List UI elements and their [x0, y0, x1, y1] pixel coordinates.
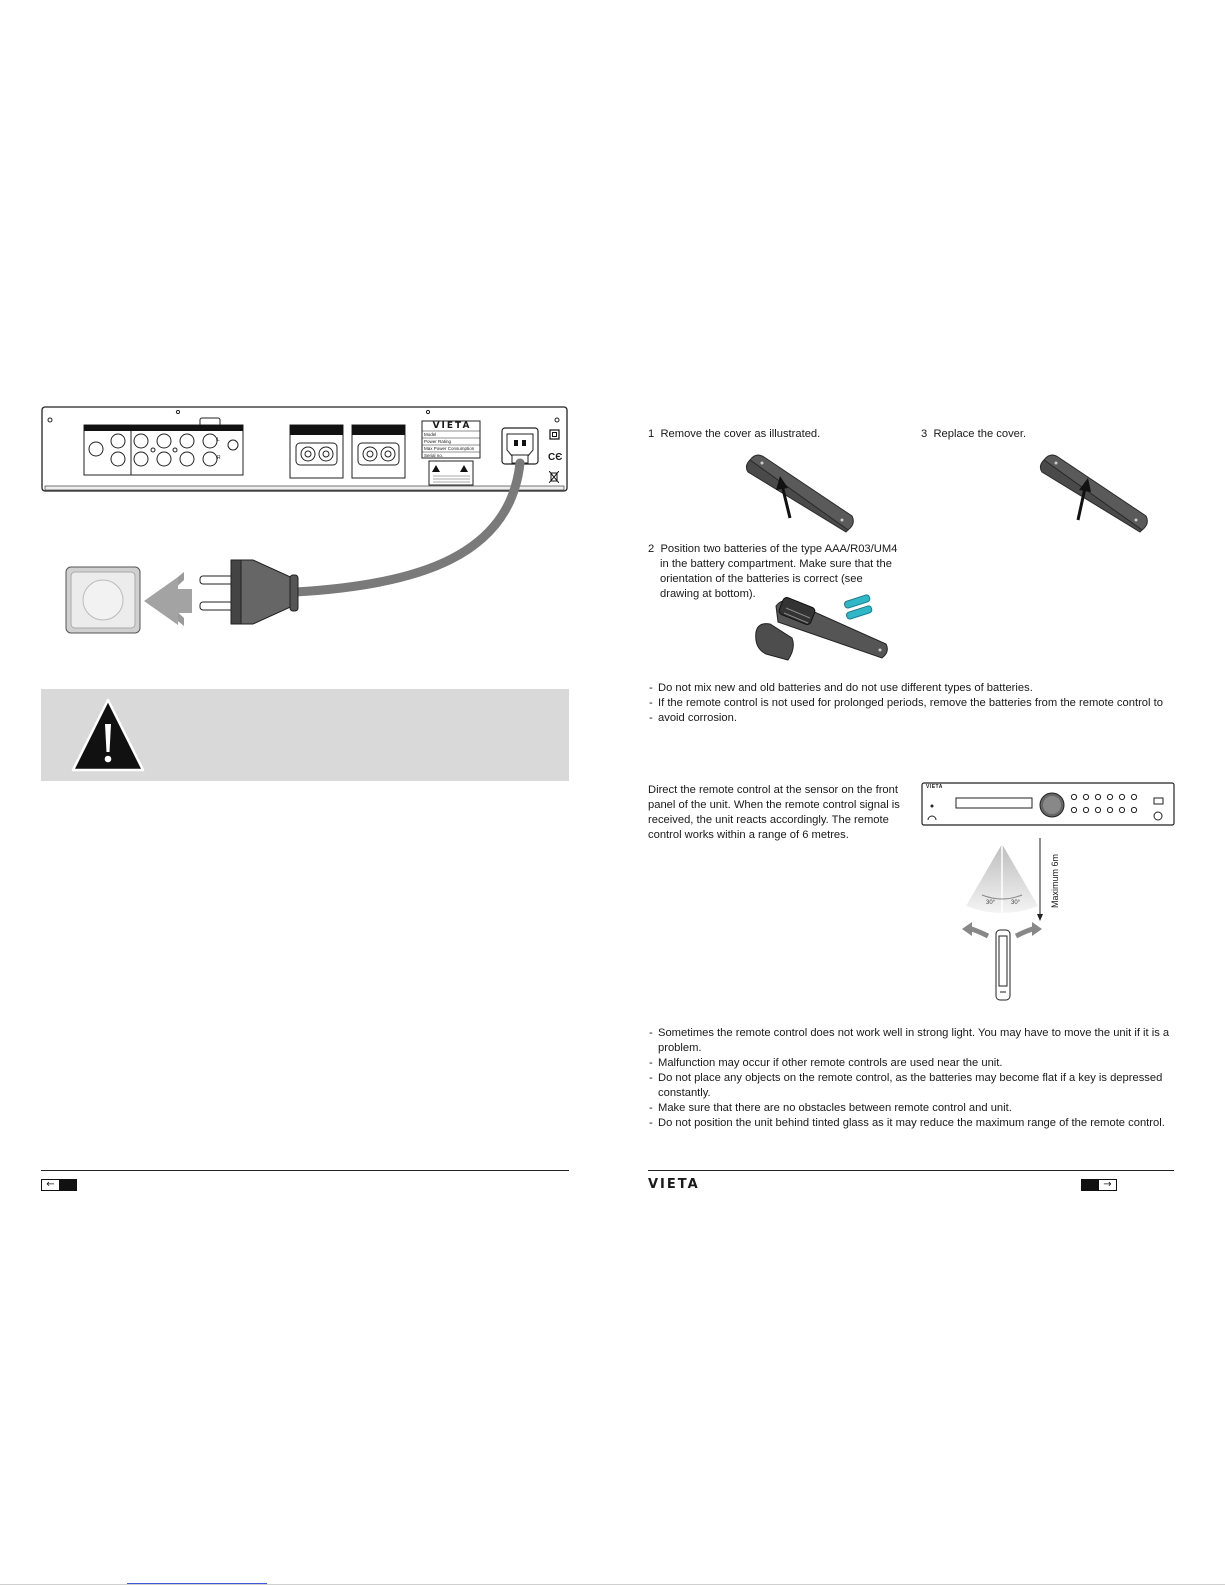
step-number: 1 — [648, 428, 655, 440]
front-panel-brand: VIETA — [926, 784, 943, 790]
next-page-button[interactable] — [1081, 1179, 1117, 1191]
usage-note: - Malfunction may occur if other remote controls are used near the unit. — [648, 1056, 1178, 1071]
step-number: 2 — [648, 543, 655, 555]
angle-label-right: 30° — [1011, 900, 1021, 906]
rear-panel-illustration — [40, 405, 570, 637]
step-text: Remove the cover as illustrated. — [660, 428, 821, 440]
battery-note-continuation: - avoid corrosion. — [648, 711, 1188, 726]
double-insulation-icon — [548, 428, 560, 440]
step-text: Replace the cover. — [933, 428, 1027, 440]
step-number: 3 — [921, 428, 928, 440]
channel-mark-l: L — [217, 437, 220, 443]
ce-mark-icon: CЄ — [548, 452, 563, 463]
usage-note: - Sometimes the remote control does not work well in strong light. You may have to move the unit if it is a problem. — [648, 1026, 1178, 1056]
battery-insertion-illustration — [748, 592, 893, 667]
battery-note: - Do not mix new and old batteries and do not use different types of batteries. — [648, 681, 1188, 696]
distance-label: Maximum 6m — [1050, 854, 1060, 909]
rear-panel-brand: VIETA — [432, 421, 472, 431]
usage-note: - Make sure that there are no obstacles between remote control and unit. — [648, 1101, 1178, 1116]
rating-label-line: Serial no. — [424, 453, 444, 458]
rating-label-line: Max Power Consumption — [424, 446, 475, 451]
previous-page-button[interactable] — [41, 1179, 77, 1191]
angle-label-left: 30° — [986, 900, 996, 906]
left-footer-rule — [41, 1170, 569, 1171]
remote-range-diagram — [918, 780, 1178, 1008]
footer-brand-logo: VIETA — [648, 1177, 700, 1192]
warning-triangle-icon — [69, 696, 147, 774]
usage-note: - Do not place any objects on the remote control, as the batteries may become flat if a key is depressed constantly. — [648, 1071, 1178, 1101]
battery-notes-list — [648, 681, 1188, 726]
rating-label-line: Power Rating — [424, 439, 452, 444]
step-1 — [648, 427, 898, 442]
channel-mark-r: R — [217, 455, 221, 461]
weee-bin-icon — [549, 471, 559, 483]
step-3 — [921, 427, 1121, 442]
battery-note: - If the remote control is not used for prolonged periods, remove the batteries from the remote control to — [648, 696, 1188, 711]
range-paragraph: Direct the remote control at the sensor on the front panel of the unit. When the remote control signal is received, the unit reacts accordingly. The remote control works within a range of 6 metres. — [648, 784, 900, 841]
remote-cover-replaced-illustration — [1036, 450, 1151, 535]
right-footer-rule — [648, 1170, 1174, 1171]
bottom-link-underline — [127, 1583, 267, 1584]
usage-notes-list — [648, 1026, 1178, 1131]
arrow-right-icon: → — [1099, 1180, 1116, 1190]
usage-note: - Do not position the unit behind tinted glass as it may reduce the maximum range of the remote control. — [648, 1116, 1178, 1131]
remote-cover-removal-illustration — [742, 450, 857, 535]
warning-box — [41, 689, 569, 781]
rating-label-line: Model — [424, 432, 437, 437]
step-2: 2 Position two batteries of the type AAA/R03/UM4 in the battery compartment. Make sure that the orientation of the batteries is correct (see drawing at bottom). — [648, 543, 898, 600]
arrow-left-icon: ← — [42, 1180, 59, 1190]
